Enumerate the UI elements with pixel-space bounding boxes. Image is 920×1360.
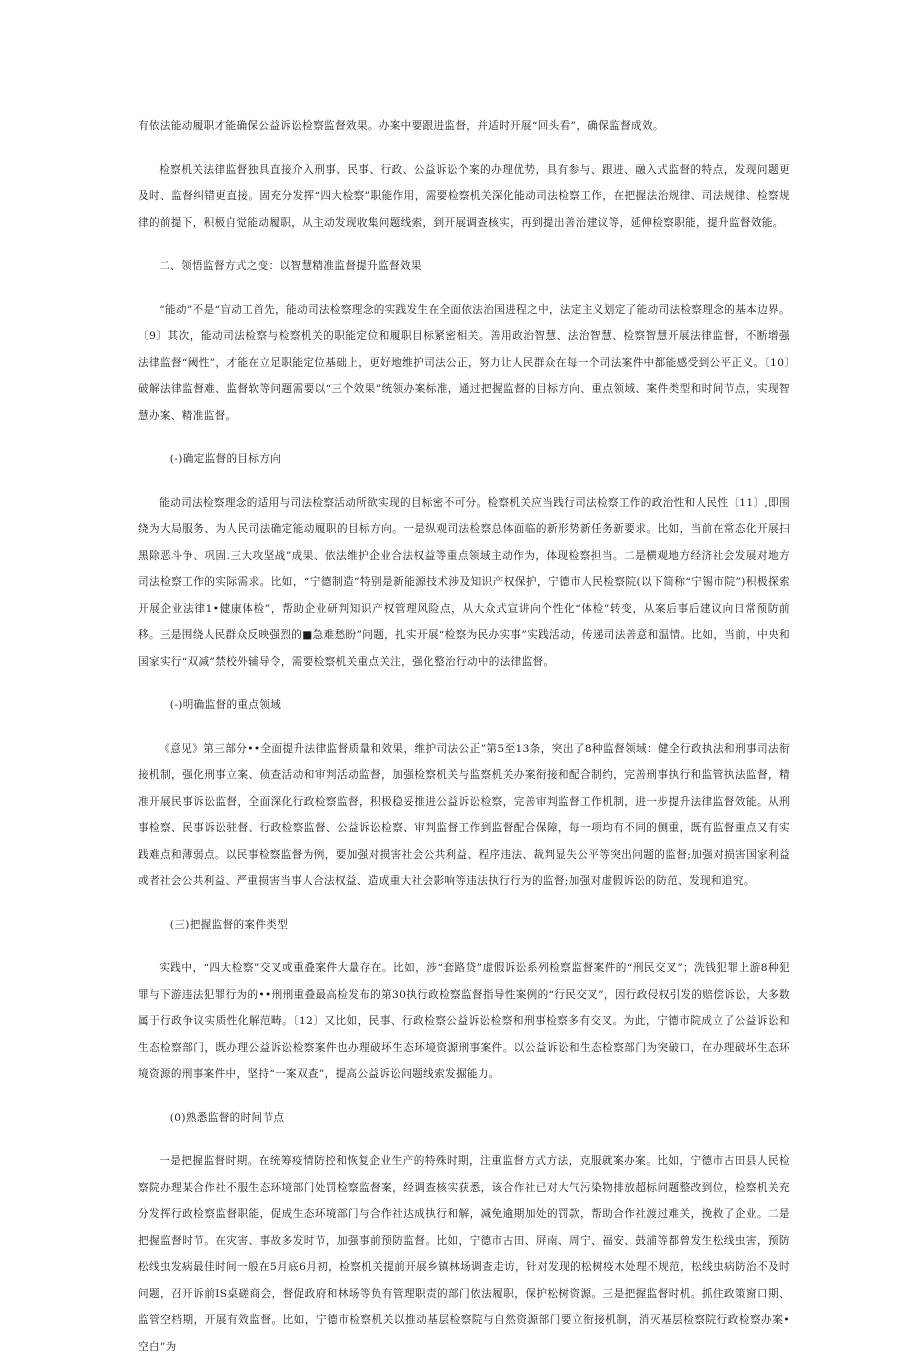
paragraph-key-areas: 《意见》第三部分••全面提升法律监督质量和效果，维护司法公正”第5至13条，突出了8种监督领域：健全行政执法和刑事司法衔接机制，强化刑事立案、侦查活动和审判活动监督，加强检察机关与监察机关办案衔接和配合制约，完善刑事执行和监管执法监督，精准开展民事诉讼监督，全面深化行政检察监督，积极稳妥推进公益诉讼检察，完善审判监督工作机制，进一步提升法律监督效能。从刑事检察、民事诉讼驻督、行政检察监督、公益诉讼检察、审判监督工作到监督配合保障，每一项均有不同的侧重，既有监督重点又有实践难点和薄弱点。以民事检察监督为例，要加强对损害社会公共利益、程序违法、裁判显失公平等突出问题的监督;加强对损害国家利益或者社会公共利益、严重损害当事人合法权益、造成重大社会影响等违法执行行为的监督;加强对虚假诉讼的防范、发现和追究。 bbox=[138, 742, 790, 887]
paragraph-time-nodes: 一是把握监督时期。在统筹疫情防控和恢复企业生产的特殊时期，注重监督方式方法，克服就案办案。比如，宁德市古田县人民检察院办理某合作社不服生态环境部门处罚检察监督案，经调查核实获悉，该合作社已对大气污染物排放超标问题整改到位，检察机关充分发挥行政检察监督职能，促成生态环境部门与合作社达成执行和解，减免逾期加处的罚款，帮助合作社渡过难关，挽救了企业。二是把握监督时节。在灾害、事故多发时节，加强事前预防监督。比如，宁德市古田、屏南、周宁、福安、鼓浦等都曾发生松线虫害，预防松线虫发病最佳时间一般在5月底6月初，检察机关提前开展乡镇林场调查走访，针对发现的松树疫木处理不规范，松线虫病防治不及时问题，召开诉前IS桌磋商会，督促政府和林场等负有管理职责的部门依法履职，保护松树资源。三是把握监督时机。抓住政策窗口期、监管空档期，开展有效监督。比如，宁德市检察机关以推动基层检察院与自然资源部门要立衔接机制，消灭基层检察院行政检察办案•空白”为 bbox=[138, 1155, 790, 1353]
subheading-key-areas: (-)明确监督的重点领域 bbox=[169, 699, 282, 711]
paragraph-procuratorial-advantage: 检察机关法律监督独具直接介入刑事、民事、行政、公益诉讼个案的办理优势，具有参与、跟进、融入式监督的特点，发现问题更及时、监督纠错更直接。固充分发挥“四大检察”职能作用，需要检察机关深化能动司法检察工作，在把握法治规律、司法规律、检察规律的前提下，积极自觉能动履职，从主动发现收集问题线索，到开展调查核实，再到提出善治建议等，延伸检察职能，提升监督效能。 bbox=[138, 163, 790, 229]
subheading-time-nodes: (0)熟悉监督的时间节点 bbox=[169, 1111, 285, 1124]
paragraph-continued: 有依法能动履职才能确保公益诉讼检察监督效果。办案中要跟进监督，并适时开展“回头看”，确保监督成效。 bbox=[138, 120, 664, 132]
paragraph-target-direction: 能动司法检察理念的适用与司法检察活动所欲实现的目标密不可分。检察机关应当践行司法检察工作的政治性和人民性〔11〕,即围绕为大局服务、为人民司法确定能动履职的目标方向。一是纵观司法检察总体面临的新形势新任务新要求。比如，当前在常态化开展扫黑除恶斗争、巩固.三大攻坚战”成果、依法维护企业合法权益等重点领域主动作为，体现检察担当。二是横观地方经济社会发展对地方司法检察工作的实际需求。比如，“宁德制造”特别是新能源技术涉及知识产权保护，宁德市人民检察院(以下简称“宁锡市院”)积极探索开展企业法律1•健康体检”，帮助企业研判知识产权管理风险点，从大众式宣讲向个性化“体检”转变，从案后事后建议向日常预防前移。三是围绕人民群众反映强烈的■急难愁盼”问题，扎实开展“检察为民办实事”实践活动，传递司法善意和温情。比如，当前，中央和国家实行“双减”禁校外辅导令，需要检察机关重点关注，强化整治行动中的法律监督。 bbox=[138, 496, 790, 668]
subheading-target-direction: (-)确定监督的目标方向 bbox=[169, 453, 282, 465]
paragraph-active-not-blind: “能动”不是“盲动工首先，能动司法检察理念的实践发生在全面依法治国进程之中，法定主义划定了能动司法检察理念的基本边界。〔9〕其次，能动司法检察与检察机关的职能定位和履职目标紧密相关。善用政治智慧、法治智慧、检察智慧开展法律监督，不断增强法律监督“阈性”，才能在立足职能定位基础上，更好地维护司法公正，努力让人民群众在每一个司法案件中都能感受到公平正义。〔10〕破解法律监督难、监督软等问题需要以“三个效果”统领办案标准，通过把握监督的目标方向、重点领域、案件类型和时间节点，实现智慧办案、精准监督。 bbox=[138, 303, 790, 422]
paragraph-case-types: 实践中，“四大检察”交叉或重叠案件大量存在。比如，涉“套路贷”虚假诉讼系列检察监督案件的“刑民交叉”；洗钱犯罪上游8种犯罪与下游违法犯罪行为的••刑刑重叠最高检发布的第30执行政检察监督指导性案例的“行民交叉”，因行政侵权引发的赔偿诉讼，大多数属于行政争议实质性化解范畴。〔12〕又比如，民事、行政检察公益诉讼检察和刑事检察多有交叉。为此，宁德市院成立了公益诉讼和生态检察部门，既办理公益诉讼检察案件也办理破坏生态环境资源刑事案件。以公益诉讼和生态检察部门为突破口，在办理破坏生态环境资源的刑事案件中，坚持“一案双查”，提高公益诉讼问题线索发掘能力。 bbox=[138, 962, 790, 1080]
subheading-case-types: (三)把握监督的案件类型 bbox=[169, 918, 289, 931]
section-heading-2: 二、领悟监督方式之变：以智慧精准监督提升监督效果 bbox=[159, 260, 422, 272]
